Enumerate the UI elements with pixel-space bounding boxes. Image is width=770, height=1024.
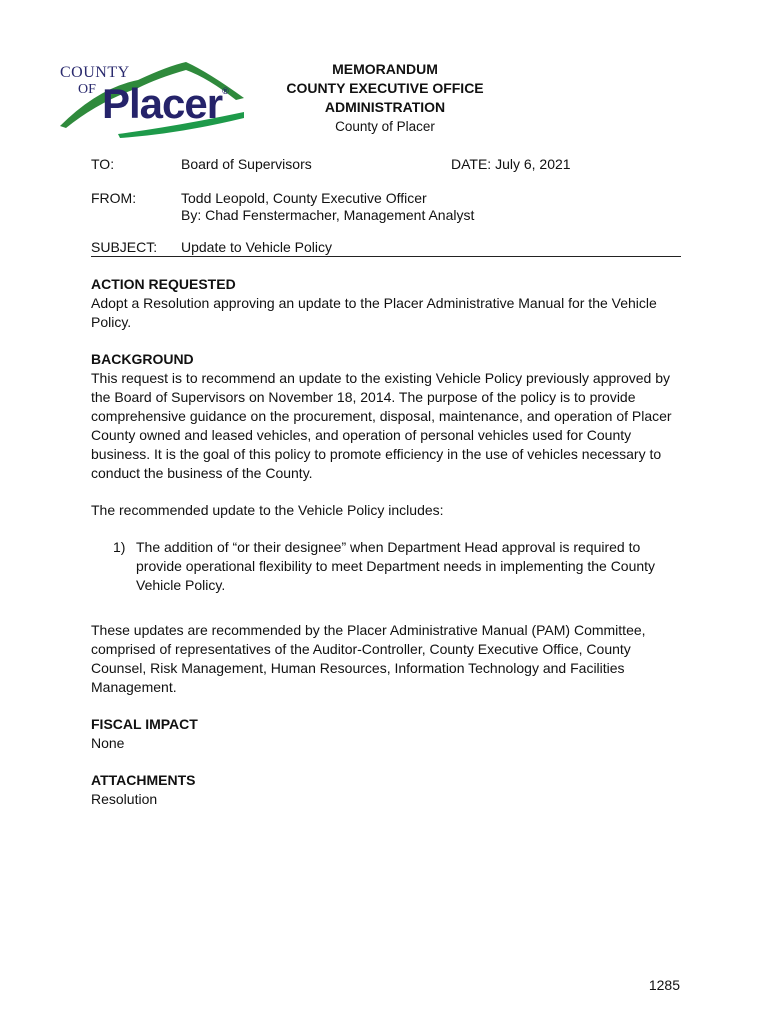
memo-title: MEMORANDUM	[332, 61, 438, 77]
committee-text: These updates are recommended by the Placer Administrative Manual (PAM) Committee, comprised of representatives of the Auditor-Controller, County Executive Office, County Counsel, Risk Management, Human Resources, Information Technology and Facilities Management.	[91, 622, 646, 695]
update-intro: The recommended update to the Vehicle Policy includes:	[91, 502, 444, 518]
header-divider	[91, 256, 681, 257]
office-name: COUNTY EXECUTIVE OFFICE	[286, 80, 484, 96]
to-label: TO:	[91, 156, 115, 172]
list-item	[91, 538, 681, 595]
logo-county-text: COUNTY	[60, 64, 130, 81]
attachments-text: Resolution	[91, 791, 158, 807]
fiscal-text: None	[91, 735, 125, 751]
logo-placer-text: Placer®	[102, 80, 228, 127]
subject-value: Update to Vehicle Policy	[181, 239, 332, 255]
memo-date: DATE: July 6, 2021	[451, 156, 571, 172]
action-heading: ACTION REQUESTED	[91, 276, 236, 292]
from-line-1: Todd Leopold, County Executive Officer	[181, 190, 427, 206]
logo-of-text: OF	[78, 82, 96, 97]
list-item-text: The addition of “or their designee” when Department Head approval is required to provide operational flexibility to meet Department needs in implementing the County Vehicle Policy.	[136, 539, 656, 593]
division-name: ADMINISTRATION	[324, 99, 446, 115]
background-text: This request is to recommend an update to the existing Vehicle Policy previously approved by the Board of Supervisors on November 18, 2014. The purpose of the policy is to provide comprehensive guidance on the procurement, disposal, maintenance, and operation of Placer County owned and leased vehicles, and operation of personal vehicles used for County business. It is the goal of this policy to promote efficiency in the use of vehicles necessary to conduct the business of the County.	[91, 370, 672, 481]
attachments-heading: ATTACHMENTS	[91, 772, 196, 788]
county-of-placer-logo	[58, 58, 248, 140]
memo-header	[260, 60, 510, 136]
action-text: Adopt a Resolution approving an update to the Placer Administrative Manual for the Vehicle Policy.	[91, 295, 657, 330]
from-line-2: By: Chad Fenstermacher, Management Analyst	[181, 207, 475, 223]
fiscal-heading: FISCAL IMPACT	[91, 716, 198, 732]
county-name: County of Placer	[335, 119, 435, 134]
subject-label: SUBJECT:	[91, 239, 158, 255]
from-label: FROM:	[91, 190, 137, 206]
page-number: 1285	[648, 977, 680, 993]
list-item-number: 1)	[113, 539, 126, 555]
to-value: Board of Supervisors	[181, 156, 312, 172]
memo-body	[91, 275, 681, 809]
background-heading: BACKGROUND	[91, 351, 194, 367]
